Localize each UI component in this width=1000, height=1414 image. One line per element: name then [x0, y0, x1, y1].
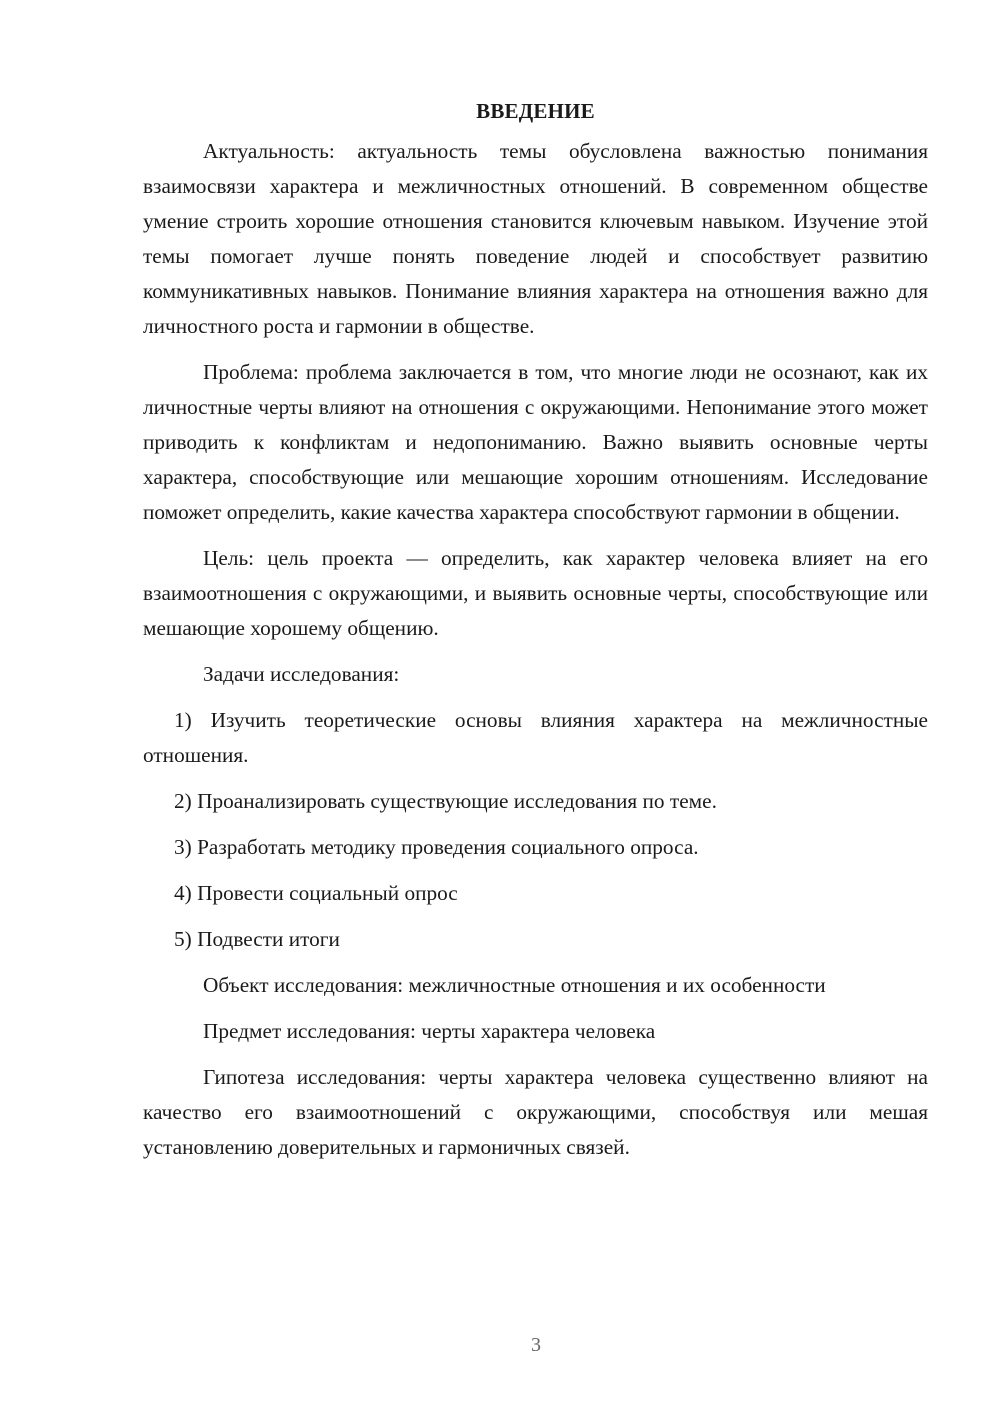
hypothesis-paragraph: Гипотеза исследования: черты характера человека существенно влияют на качество его взаимоотношений с окружающими, способствуя или мешая установлению доверительных и гармоничных связей.: [143, 1065, 928, 1159]
list-item: 3) Разработать методику проведения социального опроса.: [174, 835, 699, 859]
list-item: 1) Изучить теоретические основы влияния характера на межличностные отношения.: [143, 708, 928, 767]
goal-paragraph: Цель: цель проекта — определить, как характер человека влияет на его взаимоотношения с окружающими, и выявить основные черты, способствующие или мешающие хорошему общению.: [143, 546, 928, 640]
list-item: 5) Подвести итоги: [174, 927, 340, 951]
relevance-paragraph: Актуальность: актуальность темы обусловлена важностью понимания взаимосвязи характера и межличностных отношений. В современном обществе умение строить хорошие отношения становится ключевым навыком. Изучение этой темы помогает лучше понять поведение людей и способствует развитию коммуникативных навыков. Понимание влияния характера на отношения важно для личностного роста и гармонии в обществе.: [143, 139, 928, 338]
subject-paragraph: Предмет исследования: черты характера человека: [203, 1019, 656, 1043]
list-item: 4) Провести социальный опрос: [174, 881, 458, 905]
object-paragraph: Объект исследования: межличностные отношения и их особенности: [203, 973, 826, 997]
document-page: [143, 96, 928, 1165]
tasks-heading: Задачи исследования:: [203, 662, 400, 686]
page-number: 3: [531, 1334, 541, 1356]
list-item: 2) Проанализировать существующие исследования по теме.: [174, 789, 717, 813]
tasks-list: [143, 703, 928, 957]
section-title: ВВЕДЕНИЕ: [476, 99, 595, 123]
problem-paragraph: Проблема: проблема заключается в том, что многие люди не осознают, как их личностные черты влияют на отношения с окружающими. Непонимание этого может приводить к конфликтам и недопониманию. Важно выявить основные черты характера, способствующие или мешающие хорошим отношениям. Исследование поможет определить, какие качества характера способствуют гармонии в общении.: [143, 360, 928, 524]
